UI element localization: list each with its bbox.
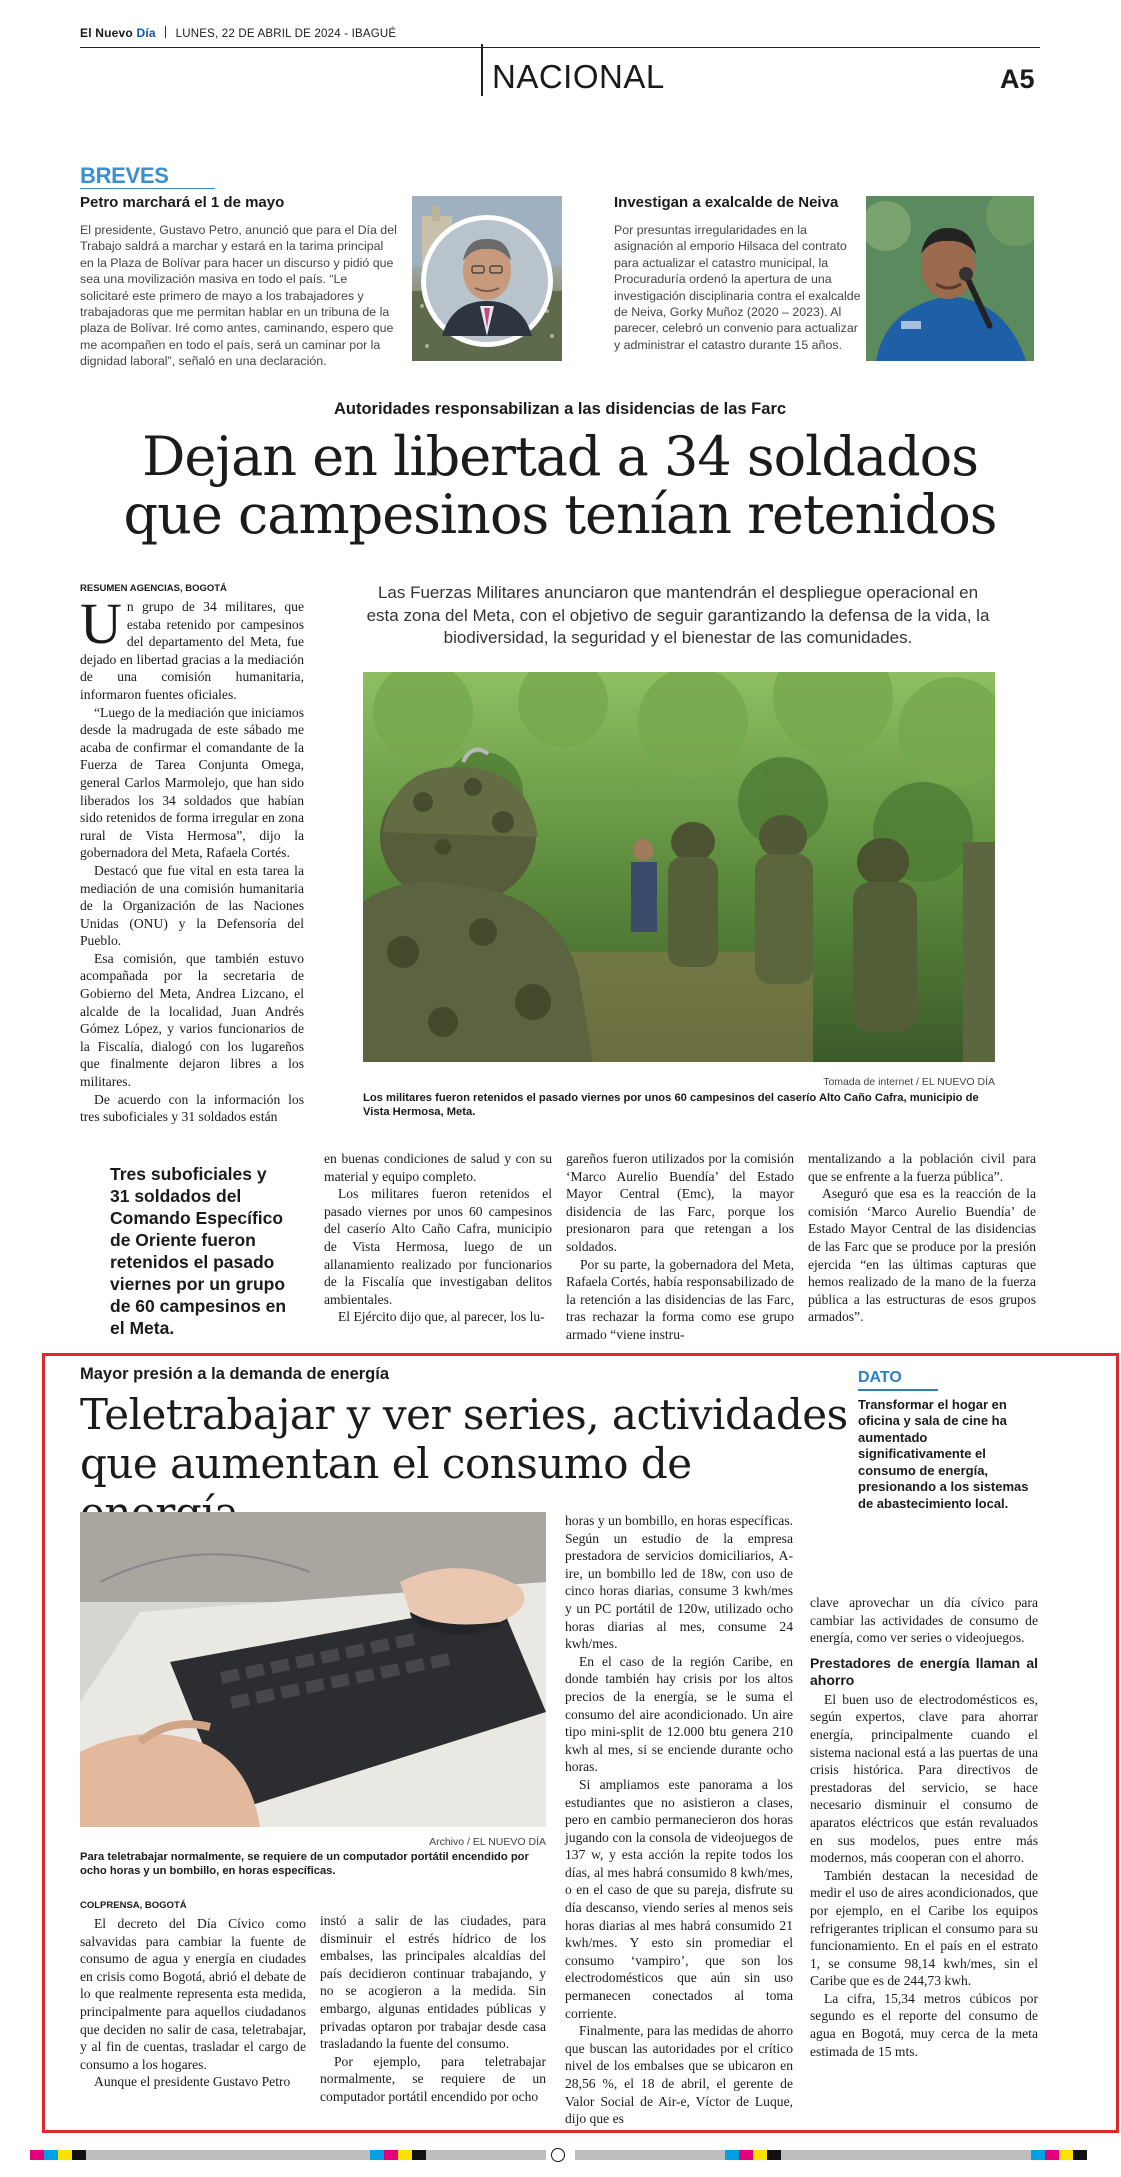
main-byline: RESUMEN AGENCIAS, BOGOTÁ (80, 583, 227, 594)
soldiers-photo (363, 672, 995, 1062)
dato-rule (858, 1389, 938, 1391)
energy-column-4: clave aprovechar un día cívico para cambiar las actividades de consumo de energía, como ver series o videojuegos. Prestadores de energía llaman al ahorro El buen uso de electrodomésticos es, según expertos, clave para ahorrar energía, principalmente cuando el sistema nacional está a las puertas de una crisis histórica. Para directivos de prestadoras del servicio, se hace necesario disminuir el consumo de aparatos eléctricos que están revaluados en sus modelos, pues entre más modernos, más cooperan con el ahorro. También destacan la necesidad de medir el uso de aires acondicionados, que por ejemplo, en el Caribe los equipos refrigerantes triplican el consumo para su funcionamiento. En el país en el estrato 1, se consume 98,14 kwh/mes, sin el Caribe que es de 244,73 kwh. La cifra, 15,34 metros cúbicos por segundo es el reporte del consumo de agua en Bogotá, muy cerca de la meta estimada de 15 mts. (810, 1595, 1038, 2059)
main-kicker: Autoridades responsabilizan a las disidencias de las Farc (333, 400, 787, 418)
energy-column-2: instó a salir de las ciudades, para disminuir el estrés hídrico de los embalses, las principales alcaldías del país decidieron continuar trabajando, y no se acogieron a la medida. Sin embargo, algunas entidades públicas y privadas optaron por trabajar desde casa trasladando la fuente del consumo. Por ejemplo, para teletrabajar normalmente, se requiere de un computador portátil encendido por ocho (320, 1913, 546, 2104)
main-photo-caption: Los militares fueron retenidos el pasado viernes por unos 60 campesinos del caserío Alto Caño Cafra, municipio de Vista Hermosa, Meta. (363, 1092, 979, 1119)
main-headline-line-1: Dejan en libertad a 34 soldados (142, 425, 978, 488)
page-number: A5 (1000, 64, 1035, 94)
energy-column-1: COLPRENSA, BOGOTÁ El decreto del Día Cívico como salvavidas para cambiar la fuente de consumo de agua y energía en ciudades en crisis como Bogotá, abrió el debate de lo que realmente representa esta medida, principalmente para aquellos ciudadanos que deciden no salir de casa, teletrabajar, y al fin de cuentas, trasladar el cargo de consumo a los hogares. Aunque el presidente Gustavo Petro (80, 1900, 306, 2090)
breves-label: BREVES (80, 163, 169, 188)
brief-petro-headline: Petro marchará el 1 de mayo (80, 194, 285, 211)
date-line: LUNES, 22 DE ABRIL DE 2024 - IBAGUÉ (175, 28, 397, 40)
main-headline-line-2: que campesinos tenían retenidos (123, 483, 997, 546)
gorky-photo (866, 196, 1034, 361)
energy-kicker: Mayor presión a la demanda de energía (80, 1365, 390, 1383)
dato-box (858, 1369, 1030, 1513)
petro-photo-illustration (412, 196, 562, 361)
main-body-col2: en buenas condiciones de salud y con su material y equipo completo. Los militares fueron retenidos el pasado viernes por unos 60 campesinos del caserío Alto Caño Cafra, municipio de Vista Hermosa, luego de un allanamiento realizado por funcionarios de la Fiscalía que investigaban delitos ambientales. El Ejército dijo que, al parecer, los lu- (324, 1151, 552, 1325)
main-body-col4: mentalizando a la población civil para que se enfrente a la fuerza pública”. Aseguró que esa es la reacción de la comisión ‘Marco Aurelio Buendía’ de Estado Mayor Central de las disidencias de las Farc que se produce por la presión ejercida “en las últimas capturas que hemos realizado de la mano de la fuerza pública a las estructuras de esos grupos armados”. (808, 1151, 1036, 1325)
breves-rule (80, 188, 215, 189)
energy-column-3: horas y un bombillo, en horas específicas. Según un estudio de la empresa prestadora de servicios domiciliarios, A-ire, un bombillo led de 18w, con uso de cinco horas diarias, consume 3 kwh/mes y un PC portátil de 120w, utilizado ocho horas diarias al mes, consume 24 kwh/mes. En el caso de la región Caribe, en donde también hay crisis por los altos precios de la energía, se le suma el consumo del aire acondicionado. Un aire tipo mini-split de 12.000 btu genera 210 kwh al mes, si se enciende durante ocho horas. Si ampliamos este panorama a los estudiantes que no asistieron a clases, pero en cambio permanecieron dos horas jugando con la consola de videojuegos de 137 w, y esta acción la repite todos los días, al mes habrá consumido 8 kwh/mes, o en el caso de que su pareja, disfrute su día descanso, viendo series al menos seis horas diarias al mes habrá consumido 21 kwh/mes. Y esto sin promediar el consumo ‘vampiro’, que son los electrodomésticos que aún sin uso permanecen conectados al toma corriente. Finalmente, para las medidas de ahorro que buscan las autoridades por el crítico nivel de los embalses que se ubicaron en 28,56 %, el 18 de abril, el gerente de Valor Social de Air-e, Víctor de Luque, dijo que es (565, 1513, 794, 2127)
main-pullquote: Tres suboficiales y 31 soldados del Comando Específico de Oriente fueron retenidos el pasado viernes por un grupo de 60 campesinos en el Meta. (110, 1164, 287, 1338)
energy-photo-credit: Archivo / EL NUEVO DÍA (429, 1836, 546, 1848)
soldiers-photo-illustration (363, 672, 995, 1062)
section-title: NACIONAL (492, 58, 665, 95)
main-deck: Las Fuerzas Militares anunciaron que mantendrán el despliegue operacional en esta zona del Meta, con el objetivo de seguir garantizando la defensa de la vida, la biodiversidad, la seguridad y el bienestar de las comunidades. (366, 583, 990, 647)
drop-cap: U (80, 591, 122, 656)
section-divider (481, 44, 483, 96)
masthead-bar (80, 26, 1040, 48)
gorky-photo-illustration (866, 196, 1034, 361)
main-photo-credit: Tomada de internet / EL NUEVO DÍA (823, 1076, 995, 1088)
petro-photo (412, 196, 562, 361)
brief-neiva-headline: Investigan a exalcalde de Neiva (614, 194, 839, 211)
keyboard-photo (80, 1512, 546, 1827)
main-body-col3: gareños fueron utilizados por la comisión ‘Marco Aurelio Buendía’ del Estado Mayor Central (Emc), la mayor disidencia de las Farc, porque los presionaron para que retengan a los soldados. Por su parte, la gobernadora del Meta, Rafaela Cortés, había responsabilizado de la retención a las disidencias de las Farc, tras rechazar la forma como ese grupo armado “viene instru- (566, 1151, 794, 1342)
brief-neiva-text: Por presuntas irregularidades en la asignación al emporio Hilsaca del contrato para actualizar el catastro municipal, la Procuraduría ordenó la apertura de una investigación disciplinaria contra el exalcalde de Neiva, Gorky Muñoz (2020 – 2023). Al parecer, celebró un convenio para actualizar y administrar el catastro durante 15 años. (614, 223, 861, 352)
main-column-1 (80, 583, 304, 1126)
main-headline (60, 425, 1060, 546)
main-body-col1: Un grupo de 34 militares, que estaba retenido por campesinos del departamento del Meta, fue dejado en libertad gracias a la mediación de una comisión humanitaria, informaron fuentes oficiales. “Luego de la mediación que iniciamos desde la madrugada de este sábado me acaba de confirmar el comandante de la Fuerza de Tarea Conjunta Omega, general Carlos Marmolejo, que han sido liberados los 34 soldados que habían sido retenidos de forma irregular en zona rural de Vista Hermosa”, dijo la gobernadora del Meta, Rafaela Cortés. Destacó que fue vital en esta tarea la mediación de una comisión humanitaria de la Organización de las Naciones Unidas (ONU) y la Defensoría del Pueblo. Esa comisión, que también estuvo acompañada por la secretaria de Gobierno del Meta, Andrea Lizcano, el alcalde de la localidad, Juan Andrés Gómez López, y varios funcionarios de la Fiscalía, dialogó con los lugareños que finalmente dejaron libres a los militares. De acuerdo con la información los tres suboficiales y 31 soldados están (80, 591, 304, 1125)
energy-headline-line-2: que aumentan el consumo de (80, 1439, 692, 1488)
energy-photo-caption: Para teletrabajar normalmente, se requiere de un computador portátil encendido por ocho horas y un bombillo, en horas específicas. (80, 1851, 529, 1878)
keyboard-photo-illustration (80, 1512, 546, 1827)
energy-subhead: Prestadores de energía llaman al ahorro (810, 1654, 1038, 1688)
brief-petro-text: El presidente, Gustavo Petro, anunció que para el Día del Trabajo saldrá a marchar y estará en la tarima principal en la Plaza de Bolívar para hacer un discurso y pidió que sea una movilización masiva en todo el país. “Le solicitaré este primero de mayo a los trabajadores y trabajadoras que me permitan hablar en un tribuna de la plaza de Bolívar. Iré como antes, caminando, espero que me acompañen en todo el país, será un caminar por la dignidad laboral”, señaló en una declaración. (80, 223, 397, 369)
energy-headline-line-1: Teletrabajar y ver series, actividades (80, 1390, 848, 1439)
newspaper-logo: El Nuevo Día (80, 26, 156, 40)
dato-label: DATO (858, 1369, 902, 1386)
dato-text: Transformar el hogar en oficina y sala de cine ha aumentado significativamente el consumo de energía, presionando a los sistemas de abastecimiento local. (858, 1396, 1029, 1512)
energy-byline: COLPRENSA, BOGOTÁ (80, 1900, 187, 1911)
registration-mark-icon (551, 2148, 565, 2162)
